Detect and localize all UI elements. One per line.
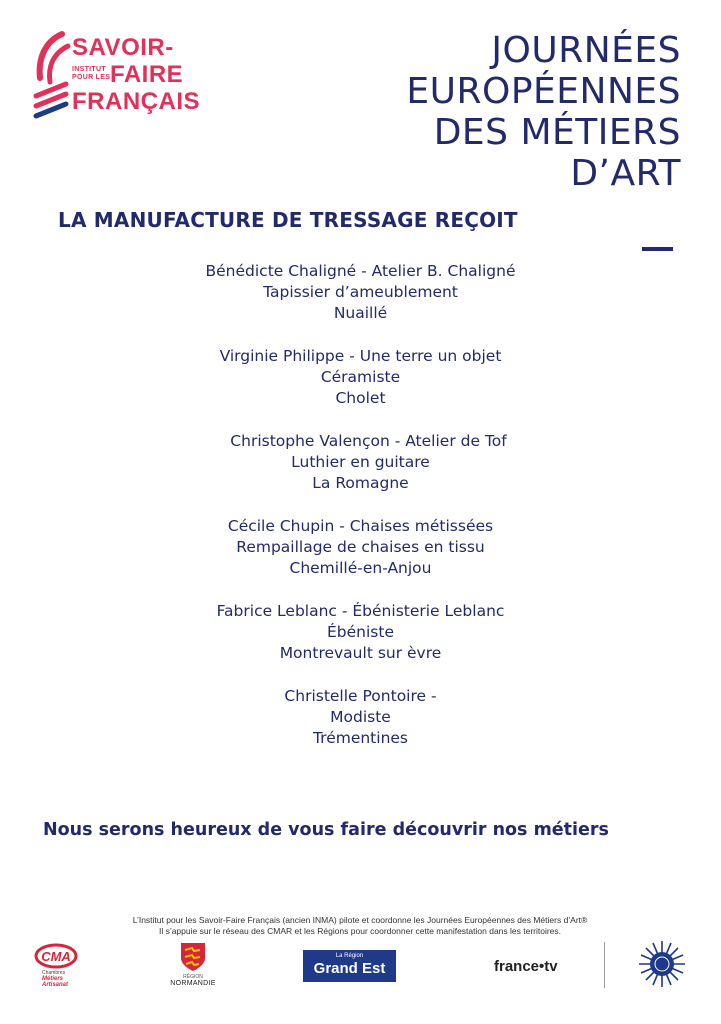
title-line: JOURNÉES <box>491 30 681 71</box>
ministry-seal <box>638 940 686 988</box>
artisan-entry <box>0 346 721 409</box>
savoir-faire-logo <box>32 30 200 122</box>
page-title <box>281 30 681 194</box>
subtitle: LA MANUFACTURE DE TRESSAGE REÇOIT <box>58 208 518 232</box>
logo-text-faire: FAIRE <box>110 61 184 88</box>
artisan-town: Chemillé-en-Anjou <box>289 559 432 577</box>
artisan-entry <box>0 601 721 664</box>
francetv-label: france•tv <box>494 958 558 975</box>
cma-label-artisanat: Artisanat <box>42 982 69 988</box>
artisan-town: Trémentines <box>312 729 409 747</box>
cma-emblem-icon <box>34 943 78 969</box>
artisan-town: Nuaillé <box>333 304 388 322</box>
artisan-name: Cécile Chupin - Chaises métissées <box>227 517 494 535</box>
artisan-trade: Céramiste <box>320 368 401 386</box>
artisan-trade: Tapissier d’ameublement <box>263 283 458 301</box>
artisan-town: Montrevault sur èvre <box>279 644 442 662</box>
logo-text-savoir: SAVOIR- <box>72 34 174 61</box>
normandie-shield-icon <box>180 942 206 972</box>
accent-dash <box>642 247 673 251</box>
grand-est-label-small: La Région <box>335 953 364 959</box>
artisan-town: La Romagne <box>312 474 409 492</box>
cma-label-metiers: Métiers <box>42 976 64 982</box>
artisan-name: Bénédicte Chaligné - Atelier B. Chaligné <box>205 262 516 280</box>
artisan-list <box>0 261 721 771</box>
artisan-entry <box>0 431 721 494</box>
artisan-trade: Ébéniste <box>327 623 394 641</box>
artisan-name: Christophe Valençon - Atelier de Tof <box>230 432 507 450</box>
title-line: DES MÉTIERS <box>433 112 681 153</box>
grand-est-logo <box>303 950 396 982</box>
artisan-trade: Rempaillage de chaises en tissu <box>236 538 485 556</box>
logo-stripes-icon <box>32 30 72 122</box>
cma-label-chambres: Chambres <box>42 970 66 976</box>
artisan-entry <box>0 686 721 749</box>
artisan-entry <box>0 261 721 324</box>
footer-text <box>60 915 660 937</box>
footer-divider <box>604 942 605 988</box>
normandie-label-name: NORMANDIE <box>170 980 216 987</box>
francetv-logo <box>494 955 584 979</box>
artisan-trade: Luthier en guitare <box>291 453 430 471</box>
ministry-seal-icon <box>638 940 686 988</box>
artisan-name: Christelle Pontoire - <box>284 687 437 705</box>
logo-text-institut: INSTITUT <box>72 66 106 73</box>
normandie-logo <box>160 942 226 990</box>
artisan-trade: Modiste <box>330 708 391 726</box>
footer-line: Il s’appuie sur le réseau des CMAR et les Régions pour coordonner cette manifestation dans les territoires. <box>158 926 562 936</box>
logo-text-francais: FRANÇAIS <box>72 88 200 115</box>
title-line: D’ART <box>570 153 681 194</box>
title-line: EUROPÉENNES <box>406 71 681 112</box>
logo-text-pour-les: POUR LES <box>72 74 111 81</box>
svg-text:CMA: CMA <box>41 949 71 964</box>
closing-message: Nous serons heureux de vous faire découvrir nos métiers <box>43 820 609 840</box>
normandie-label-region: RÉGION <box>183 974 203 980</box>
cma-logo <box>30 943 90 989</box>
grand-est-label-big: Grand Est <box>313 960 386 977</box>
artisan-entry <box>0 516 721 579</box>
artisan-town: Cholet <box>335 389 386 407</box>
artisan-name: Fabrice Leblanc - Ébénisterie Leblanc <box>216 602 505 620</box>
artisan-name: Virginie Philippe - Une terre un objet <box>219 347 502 365</box>
footer-line: L’Institut pour les Savoir-Faire Français (ancien INMA) pilote et coordonne les Journées Européennes des Métiers d’Art® <box>132 915 588 925</box>
